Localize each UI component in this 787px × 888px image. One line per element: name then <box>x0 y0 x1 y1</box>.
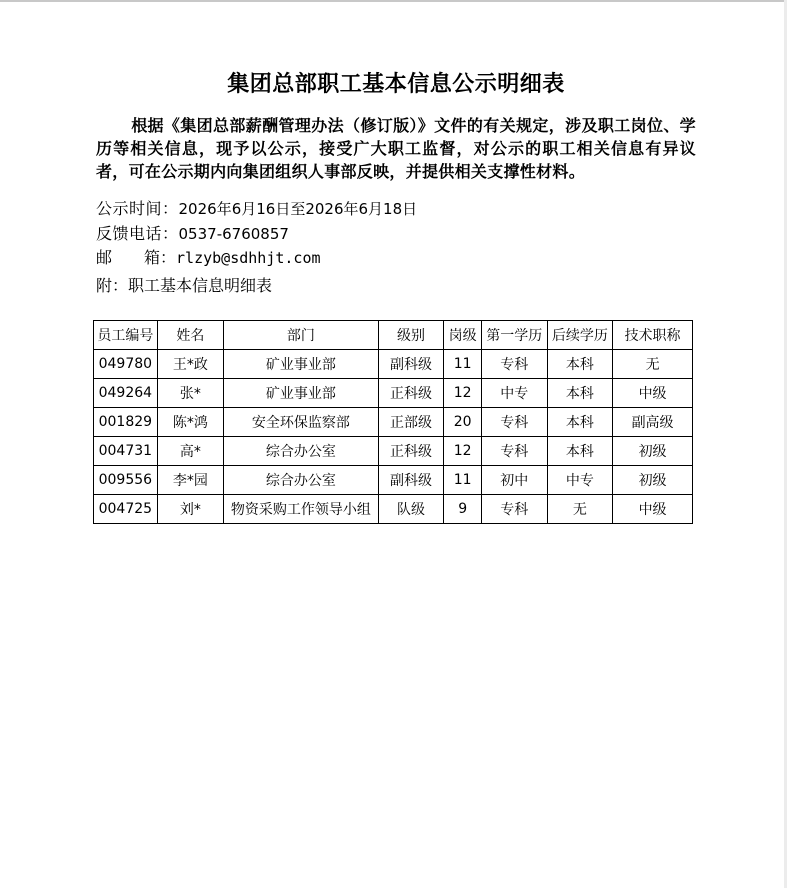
header-post-grade: 岗级 <box>444 321 482 350</box>
staff-info-table <box>93 320 693 524</box>
cell-technical-title: 初级 <box>613 466 693 495</box>
cell-first-education: 专科 <box>481 350 547 379</box>
document-page <box>96 66 696 518</box>
header-name: 姓名 <box>157 321 224 350</box>
publicity-time-label: 公示时间： <box>96 199 179 218</box>
cell-employee-id: 004731 <box>94 437 158 466</box>
document-title: 集团总部职工基本信息公示明细表 <box>227 71 565 97</box>
table-row <box>94 408 693 437</box>
cell-level: 正科级 <box>378 379 444 408</box>
intro-paragraph: 根据《集团总部薪酬管理办法（修订版）》文件的有关规定，涉及职工岗位、学历等相关信息，现予以公示，接受广大职工监督，对公示的职工相关信息有异议者，可在公示期内向集团组织人事部反映，并提供相关支撑性材料。 <box>96 116 696 181</box>
attachment-caption: 附：职工基本信息明细表 <box>96 275 273 295</box>
cell-post-grade: 9 <box>444 495 482 524</box>
header-employee-id: 员工编号 <box>94 321 158 350</box>
email-line <box>96 246 696 271</box>
cell-technical-title: 无 <box>613 350 693 379</box>
email-label <box>96 248 176 267</box>
cell-further-education: 本科 <box>547 437 613 466</box>
cell-employee-id: 009556 <box>94 466 158 495</box>
cell-further-education: 本科 <box>547 350 613 379</box>
cell-post-grade: 12 <box>444 437 482 466</box>
header-technical-title: 技术职称 <box>613 321 693 350</box>
table-row <box>94 350 693 379</box>
cell-technical-title: 副高级 <box>613 408 693 437</box>
table-row <box>94 495 693 524</box>
cell-name: 李*园 <box>157 466 224 495</box>
cell-department: 综合办公室 <box>224 437 378 466</box>
cell-further-education: 本科 <box>547 379 613 408</box>
cell-name: 张* <box>157 379 224 408</box>
email-label-part-b: 箱： <box>144 248 177 267</box>
email-value: rlzyb@sdhhjt.com <box>176 249 321 267</box>
cell-level: 副科级 <box>378 466 444 495</box>
cell-post-grade: 11 <box>444 466 482 495</box>
cell-technical-title: 中级 <box>613 495 693 524</box>
table-row <box>94 379 693 408</box>
email-label-part-a: 邮 <box>96 248 113 267</box>
phone-line <box>96 222 696 247</box>
cell-further-education: 无 <box>547 495 613 524</box>
cell-technical-title: 初级 <box>613 437 693 466</box>
cell-level: 队级 <box>378 495 444 524</box>
cell-employee-id: 004725 <box>94 495 158 524</box>
cell-employee-id: 001829 <box>94 408 158 437</box>
cell-department: 矿业事业部 <box>224 350 378 379</box>
cell-post-grade: 11 <box>444 350 482 379</box>
header-further-education: 后续学历 <box>547 321 613 350</box>
window-top-border <box>0 0 787 2</box>
cell-name: 王*政 <box>157 350 224 379</box>
cell-level: 正科级 <box>378 437 444 466</box>
cell-department: 物资采购工作领导小组 <box>224 495 378 524</box>
cell-further-education: 中专 <box>547 466 613 495</box>
publicity-time-line <box>96 197 696 222</box>
phone-label: 反馈电话： <box>96 223 179 243</box>
cell-name: 陈*鸿 <box>157 408 224 437</box>
cell-department: 综合办公室 <box>224 466 378 495</box>
cell-employee-id: 049780 <box>94 350 158 379</box>
cell-department: 安全环保监察部 <box>224 408 378 437</box>
cell-technical-title: 中级 <box>613 379 693 408</box>
header-level: 级别 <box>378 321 444 350</box>
cell-first-education: 专科 <box>481 437 547 466</box>
cell-employee-id: 049264 <box>94 379 158 408</box>
cell-name: 刘* <box>157 495 224 524</box>
info-block <box>96 197 696 271</box>
cell-department: 矿业事业部 <box>224 379 378 408</box>
table-row <box>94 437 693 466</box>
publicity-time-value: 2026年6月16日至2026年6月18日 <box>178 200 418 218</box>
table-header-row <box>94 321 693 350</box>
cell-name: 高* <box>157 437 224 466</box>
cell-further-education: 本科 <box>547 408 613 437</box>
cell-level: 副科级 <box>378 350 444 379</box>
cell-level: 正部级 <box>378 408 444 437</box>
header-first-education: 第一学历 <box>481 321 547 350</box>
cell-first-education: 专科 <box>481 408 547 437</box>
cell-first-education: 中专 <box>481 379 547 408</box>
cell-first-education: 初中 <box>481 466 547 495</box>
cell-post-grade: 20 <box>444 408 482 437</box>
header-department: 部门 <box>224 321 378 350</box>
cell-first-education: 专科 <box>481 495 547 524</box>
cell-post-grade: 12 <box>444 379 482 408</box>
phone-value: 0537-6760857 <box>178 224 289 243</box>
table-row <box>94 466 693 495</box>
